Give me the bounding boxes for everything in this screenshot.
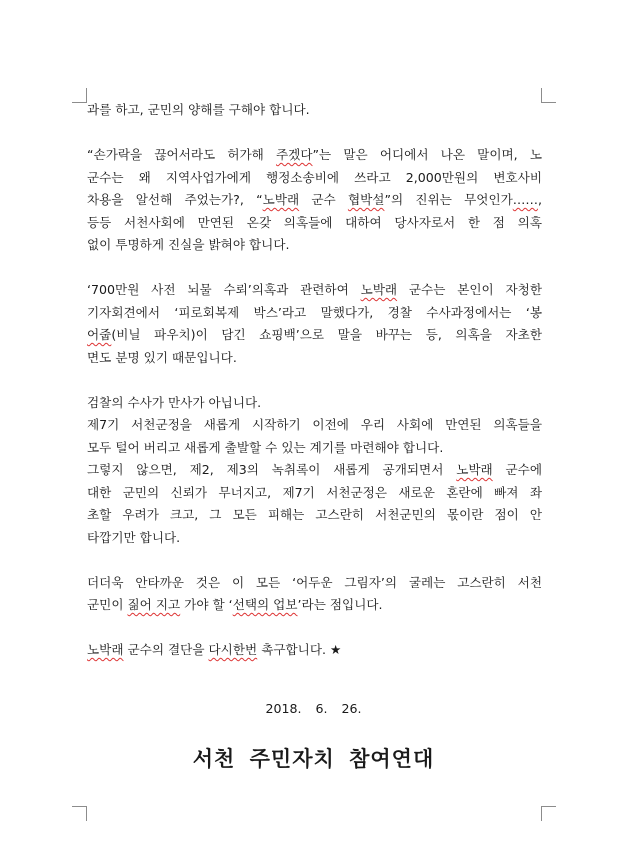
text-run: 군수에	[492, 462, 543, 477]
paragraph-3	[87, 279, 542, 369]
text-line	[87, 324, 542, 347]
paragraph-gap	[87, 617, 542, 640]
text-line: 타깝기만 합니다.	[87, 529, 181, 545]
spellcheck-word: 짊어 지고	[127, 597, 181, 612]
text-run: 군수의 결단을	[123, 642, 209, 657]
paragraph-gap	[87, 122, 542, 145]
spellcheck-word: 주겠다	[276, 147, 313, 162]
text-line	[87, 459, 542, 482]
text-run: 차용을 알선해 주었는가?, “	[87, 192, 263, 207]
text-run: 그렇지 않으면, 제2, 제3의 녹취록이 새롭게 공개되면서	[87, 462, 457, 477]
text-run: 촉구합니다. ★	[257, 642, 342, 657]
text-run: 군수는 본인이 자청한	[397, 282, 542, 297]
paragraph-1	[87, 99, 542, 122]
spellcheck-word: 노박래	[262, 192, 300, 207]
text-line: 기자회견에서 ‘피로회복제 박스’라고 말했다가, 경찰 수사과정에서는 ‘봉	[87, 304, 542, 320]
text-run: 군수	[299, 192, 348, 207]
corner-mark-bottom-right	[541, 806, 556, 821]
text-line	[87, 594, 542, 617]
text-run: “손가락을 끊어서라도 허가해	[87, 147, 276, 162]
spellcheck-word: 노박래	[456, 462, 493, 477]
text-line: 더더욱 안타까운 것은 이 모든 ‘어두운 그림자’의 굴레는 고스란히 서천	[87, 574, 542, 590]
text-run: ‘700만원 사전 뇌물 수뢰’의혹과 관련하여	[87, 282, 361, 297]
spellcheck-word: 다시한번	[208, 642, 258, 657]
paragraph-6	[87, 639, 542, 662]
text-run: ’라는 점입니다.	[297, 597, 383, 612]
document-date: 2018. 6. 26.	[265, 701, 362, 716]
paragraph-5	[87, 572, 542, 617]
text-run: (비닐 파우치)이 담긴 쇼핑백’으로 말을 바꾸는 등, 의혹을 자초한	[111, 327, 542, 342]
text-run: 군민이	[87, 597, 128, 612]
text-line	[87, 639, 542, 662]
text-line: 초할 우려가 크고, 그 모든 피해는 고스란히 서천군민의 몫이란 점이 안	[87, 507, 542, 522]
document-body	[87, 99, 542, 662]
text-line: 군수는 왜 지역사업가에게 행정소송비에 쓰라고 2,000만원의 변호사비	[87, 169, 542, 185]
paragraph-2	[87, 144, 542, 257]
text-line: 제7기 서천군정을 새롭게 시작하기 이전에 우리 사회에 만연된 의혹들을	[87, 417, 542, 432]
corner-mark-bottom-left	[72, 806, 87, 821]
corner-mark-top-left	[72, 88, 87, 103]
text-line: 검찰의 수사가 만사가 아닙니다.	[87, 394, 262, 410]
corner-mark-top-right	[541, 88, 556, 103]
text-line: 없이 투명하게 진실을 밝혀야 합니다.	[87, 237, 290, 252]
paragraph-gap	[87, 549, 542, 572]
spellcheck-word: 노박래	[360, 282, 398, 297]
text-line: 면도 분명 있기 때문입니다.	[87, 349, 237, 365]
text-line: 등등 서천사회에 만연된 온갖 의혹들에 대하여 당사자로서 한 점 의혹	[87, 214, 542, 230]
organization-signature: 서천 주민자치 참여연대	[192, 746, 435, 771]
paragraph-gap	[87, 369, 542, 392]
text-run: ”의 진위는 무엇인가	[384, 192, 513, 207]
spellcheck-word: ……	[512, 192, 538, 207]
spellcheck-word: 어줍	[87, 327, 112, 342]
spellcheck-word: 노박래	[87, 642, 124, 657]
text-line	[87, 189, 542, 212]
text-run: ,	[537, 192, 542, 207]
text-line: 대한 군민의 신뢰가 무너지고, 제7기 서천군정은 새로운 혼란에 빠져 좌	[87, 484, 542, 500]
text-line: 모두 털어 버리고 새롭게 출발할 수 있는 계기를 마련해야 합니다.	[87, 439, 444, 455]
text-line	[87, 279, 542, 302]
spellcheck-word: 협박설	[347, 192, 385, 207]
text-line: 과를 하고, 군민의 양해를 구해야 합니다.	[87, 102, 310, 117]
paragraph-gap	[87, 257, 542, 280]
text-run: ”는 말은 어디에서 나온 말이며, 노	[312, 147, 542, 162]
paragraph-4	[87, 392, 542, 550]
text-line	[87, 144, 542, 167]
text-run: 가야 할 ‘	[180, 597, 233, 612]
spellcheck-word: 선택의 업보	[232, 597, 298, 612]
